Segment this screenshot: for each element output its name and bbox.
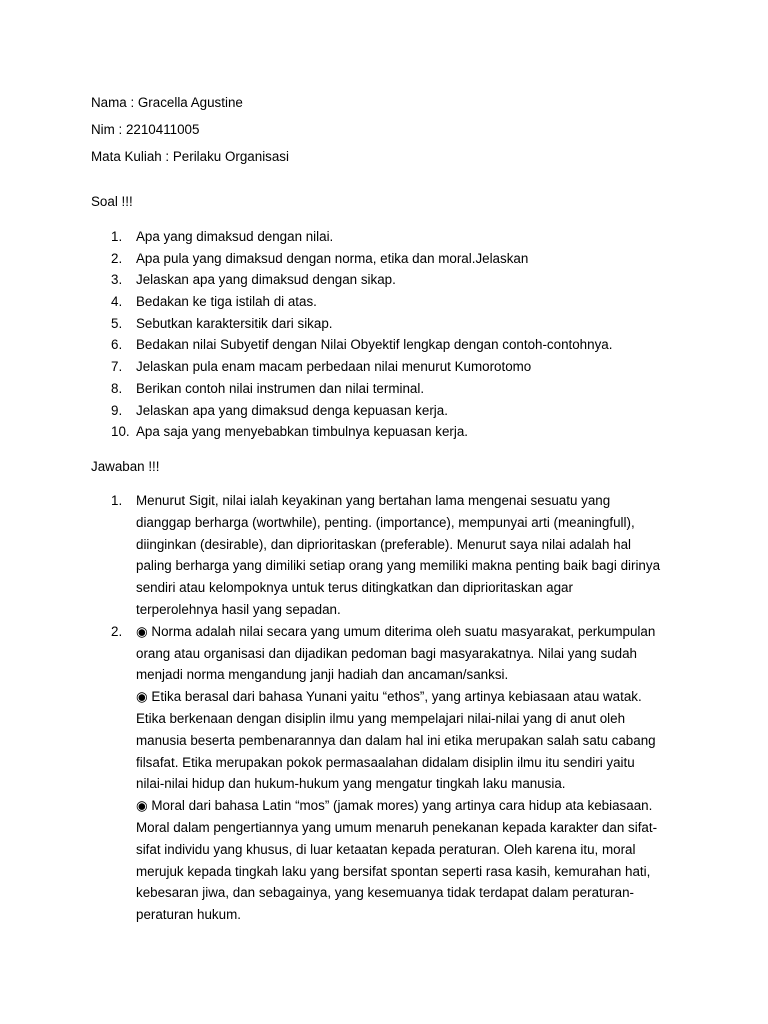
answer-line: orang atau organisasi dan dijadikan pedoman bagi masyarakatnya. Nilai yang sudah [136,645,637,661]
question-text: Apa pula yang dimaksud dengan norma, etika dan moral.Jelaskan [136,250,529,266]
answer-text [136,621,681,926]
question-item [91,400,691,422]
student-name: Nama : Gracella Agustine [91,95,243,110]
answer-line: ◉ Etika berasal dari bahasa Yunani yaitu “ethos”, yang artinya kebiasaan atau watak. [136,689,642,705]
answer-line: diinginkan (desirable), dan diprioritaskan (preferable). Menurut saya nilai adalah hal [136,536,631,552]
question-text: Bedakan nilai Subyetif dengan Nilai Obyektif lengkap dengan contoh-contohnya. [136,337,613,353]
question-item [91,378,691,400]
question-number: 5. [111,315,123,331]
question-number: 1. [111,229,123,244]
question-item [91,356,691,378]
question-number: 10. [111,424,130,440]
question-item [91,291,691,313]
answer-number: 2. [111,623,123,639]
answer-item [91,490,691,621]
question-text: Jelaskan apa yang dimaksud dengan sikap. [136,272,396,288]
answer-line: menjadi norma mengandung janji hadiah dan ancaman/sanksi. [136,667,509,683]
question-item [91,334,691,356]
answer-line: dianggap berharga (wortwhile), penting. (importance), mempunyai arti (meaningfull), [136,514,635,530]
student-nim: Nim : 2210411005 [91,122,200,137]
answer-line: Menurut Sigit, nilai ialah keyakinan yang bertahan lama mengenai sesuatu yang [136,493,611,508]
jawaban-heading: Jawaban !!! [91,459,160,474]
question-text: Jelaskan apa yang dimaksud denga kepuasan kerja. [136,402,448,418]
answer-list [91,490,691,926]
question-item [91,421,691,443]
answer-line: manusia beserta pembenarannya dan dalam hal ini etika merupakan salah satu cabang [136,732,656,748]
question-number: 7. [111,359,123,375]
answer-line: terperolehnya hasil yang sepadan. [136,601,341,617]
answer-line: ◉ Moral dari bahasa Latin “mos” (jamak mores) yang artinya cara hidup ata kebiasaan. [136,798,653,814]
answer-line: filsafat. Etika merupakan pokok permasaalahan didalam disiplin ilmu itu sendiri yaitu [136,754,635,770]
question-list [91,226,691,443]
question-text: Sebutkan karaktersitik dari sikap. [136,315,333,331]
question-number: 9. [111,402,123,418]
question-number: 6. [111,337,123,353]
answer-line: sendiri atau kelompoknya untuk terus ditingkatkan dan diprioritaskan agar [136,580,573,596]
question-number: 4. [111,294,123,310]
question-text: Jelaskan pula enam macam perbedaan nilai menurut Kumorotomo [136,359,532,375]
question-item [91,248,691,270]
answer-item [91,621,691,926]
question-item [91,226,691,248]
answer-line: Moral dalam pengertiannya yang umum menaruh penekanan kepada karakter dan sifat- [136,819,658,835]
question-number: 2. [111,250,123,266]
answer-line: paling berharga yang dimiliki setiap orang yang memiliki makna penting baik bagi dirinya [136,558,661,574]
answer-number: 1. [111,493,123,508]
answer-line: nilai-nilai hidup dan hukum-hukum yang mengatur tingkah laku manusia. [136,776,566,792]
question-number: 3. [111,272,123,288]
question-number: 8. [111,380,123,396]
question-item [91,269,691,291]
question-text: Bedakan ke tiga istilah di atas. [136,294,317,310]
question-text: Apa saja yang menyebabkan timbulnya kepuasan kerja. [136,424,469,440]
answer-line: ◉ Norma adalah nilai secara yang umum diterima oleh suatu masyarakat, perkumpulan [136,623,656,639]
answer-line: peraturan hukum. [136,907,241,923]
course-name: Mata Kuliah : Perilaku Organisasi [91,149,289,164]
answer-line: merujuk kepada tingkah laku yang bersifat spontan seperti rasa kasih, kemurahan hati, [136,863,651,879]
answer-line: Etika berkenaan dengan disiplin ilmu yang mempelajari nilai-nilai yang di anut oleh [136,710,626,726]
soal-heading: Soal !!! [91,194,133,209]
answer-text [136,490,681,621]
question-item [91,313,691,335]
answer-line: kebesaran jiwa, dan sebagainya, yang kesemuanya tidak terdapat dalam peraturan- [136,885,634,901]
question-text: Berikan contoh nilai instrumen dan nilai terminal. [136,380,425,396]
question-text: Apa yang dimaksud dengan nilai. [136,229,334,244]
answer-line: sifat individu yang khusus, di luar ketaatan kepada peraturan. Oleh karena itu, moral [136,841,636,857]
